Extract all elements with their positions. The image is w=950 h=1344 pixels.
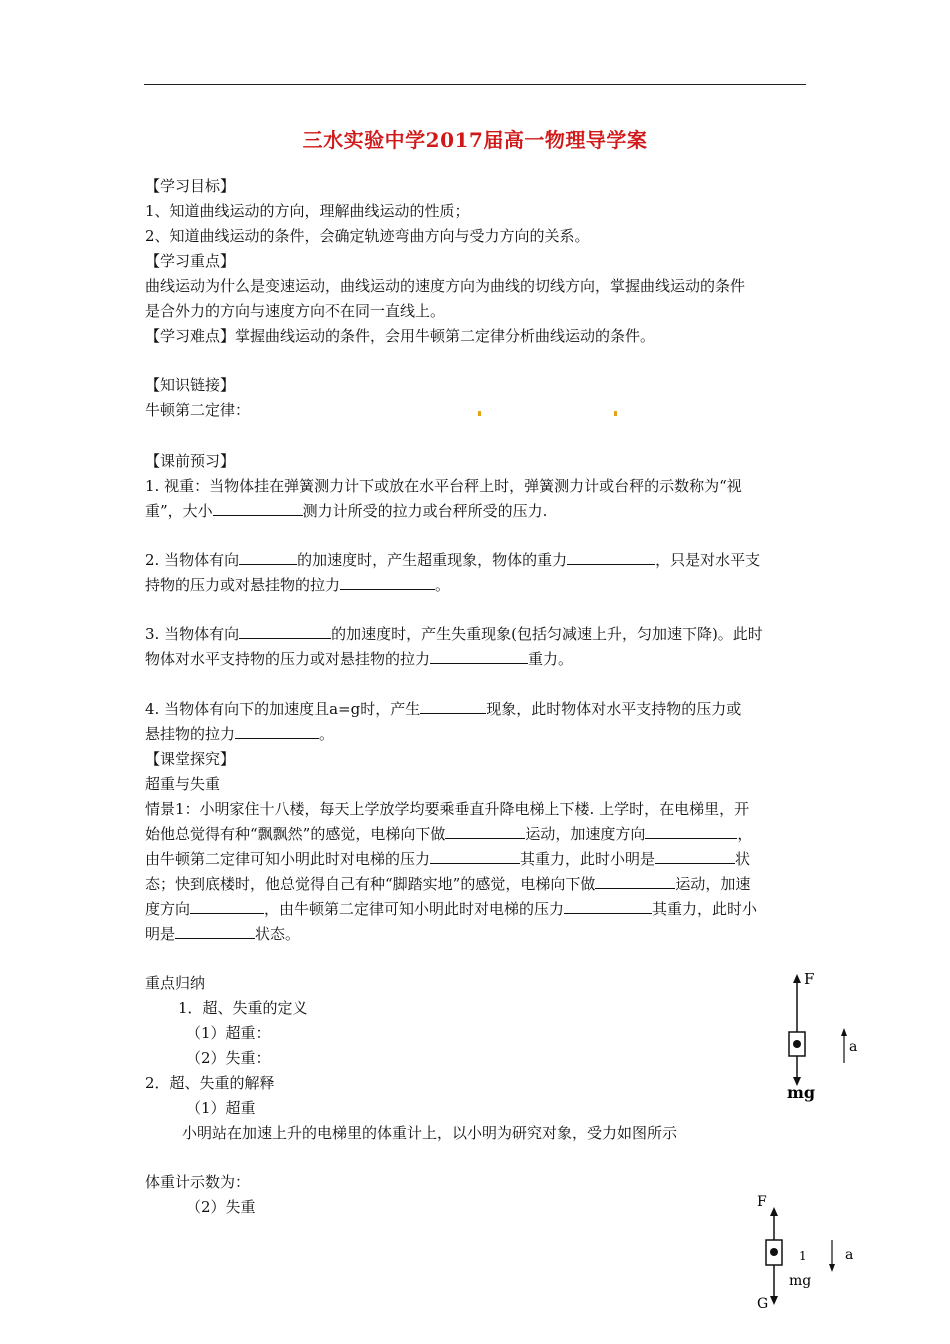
- highlight-mark: [478, 411, 481, 416]
- fill-blank[interactable]: [420, 699, 486, 714]
- label-1: 1: [799, 1249, 807, 1263]
- center-of-mass-dot: [793, 1040, 801, 1048]
- fill-blank[interactable]: [175, 924, 255, 939]
- newton-law-line: 牛顿第二定律：: [145, 401, 251, 419]
- gravity-label-G: G: [757, 1296, 769, 1312]
- weight-label-mg: mg: [787, 1083, 816, 1102]
- definition-overweight: （1）超重：: [186, 1024, 271, 1042]
- preview-q1-line-1: 1. 视重：当物体挂在弹簧测力计下或放在水平台秤上时，弹簧测力计或台秤的示数称为“视: [145, 477, 742, 495]
- preview-q3-line-1: 3. 当物体有向 的加速度时，产生失重现象(包括匀减速上升，匀加速下降)。此时: [145, 625, 763, 643]
- fill-blank[interactable]: [430, 649, 528, 664]
- preview-q2-line-1: 2. 当物体有向 的加速度时，产生超重现象，物体的重力 ，只是对水平支: [145, 551, 761, 569]
- arrow-up-icon: [841, 1028, 847, 1036]
- goal-item-2: 2、知道曲线运动的条件，会确定轨迹弯曲方向与受力方向的关系。: [145, 227, 590, 245]
- fill-blank[interactable]: [430, 849, 520, 864]
- arrow-down-icon: [829, 1264, 835, 1272]
- goal-item-1: 1、知道曲线运动的方向，理解曲线运动的性质；: [145, 202, 470, 220]
- preview-q4-line-2: 悬挂物的拉力 。: [145, 725, 335, 743]
- goals-heading: 【学习目标】: [145, 177, 236, 195]
- fill-blank[interactable]: [595, 874, 675, 889]
- header-rule: [144, 84, 806, 85]
- explanation-weightless: （2）失重: [186, 1198, 256, 1216]
- highlight-mark: [614, 411, 617, 416]
- acceleration-label-a: a: [849, 1039, 858, 1055]
- force-label-F: F: [804, 970, 815, 988]
- fill-blank[interactable]: [213, 501, 303, 516]
- scenario-line-4: 态；快到底楼时，他总觉得自己有种“脚踏实地”的感觉，电梯向下做 运动，加速: [145, 875, 751, 893]
- scenario-line-2: 始他总觉得有种“飘飘然”的感觉，电梯向下做 运动，加速度方向 ，: [145, 825, 753, 843]
- fill-blank[interactable]: [239, 550, 297, 565]
- arrow-up-icon: [793, 974, 801, 983]
- summary-heading: 重点归纳: [145, 974, 206, 992]
- scenario-line-6: 明是 状态。: [145, 925, 301, 943]
- fill-blank[interactable]: [564, 899, 652, 914]
- force-diagram-weightless: [750, 1190, 860, 1320]
- fill-blank[interactable]: [190, 899, 264, 914]
- explanation-overweight: （1）超重: [186, 1099, 256, 1117]
- preview-q3-line-2: 物体对水平支持物的压力或对悬挂物的拉力 重力。: [145, 650, 574, 668]
- fill-blank[interactable]: [340, 575, 435, 590]
- fill-blank[interactable]: [645, 824, 737, 839]
- key-points-line-1: 曲线运动为什么是变速运动，曲线运动的速度方向为曲线的切线方向，掌握曲线运动的条件: [145, 277, 746, 295]
- fill-blank[interactable]: [235, 724, 319, 739]
- knowledge-heading: 【知识链接】: [145, 376, 236, 394]
- scenario-line-1: 情景1：小明家住十八楼，每天上学放学均要乘垂直升降电梯上下楼. 上学时，在电梯里，开: [145, 800, 750, 818]
- definition-weightless: （2）失重：: [186, 1049, 271, 1067]
- explanation-overweight-text: 小明站在加速上升的电梯里的体重计上，以小明为研究对象，受力如图所示: [182, 1124, 678, 1142]
- scale-reading-line: 体重计示数为：: [145, 1173, 251, 1191]
- document-title: 三水实验中学2017届高一物理导学案: [302, 128, 648, 152]
- preview-heading: 【课前预习】: [145, 452, 236, 470]
- preview-q4-line-1: 4. 当物体有向下的加速度且a=g时，产生 现象，此时物体对水平支持物的压力或: [145, 700, 742, 718]
- fill-blank[interactable]: [655, 849, 735, 864]
- arrow-down-icon: [770, 1296, 778, 1305]
- scenario-line-3: 由牛顿第二定律可知小明此时对电梯的压力 其重力，此时小明是 状: [145, 850, 751, 868]
- key-points-heading: 【学习重点】: [145, 252, 236, 270]
- key-points-line-2: 是合外力的方向与速度方向不在同一直线上。: [145, 302, 446, 320]
- fill-blank[interactable]: [445, 824, 525, 839]
- difficulty-line: 【学习难点】掌握曲线运动的条件，会用牛顿第二定律分析曲线运动的条件。: [145, 327, 656, 345]
- explanation-title: 2．超、失重的解释: [145, 1074, 275, 1092]
- fill-blank[interactable]: [567, 550, 655, 565]
- preview-q1-line-2: 重”，大小 测力计所受的拉力或台秤所受的压力.: [145, 502, 548, 520]
- acceleration-label-a: a: [845, 1247, 854, 1263]
- weight-label-mg: mg: [789, 1273, 812, 1289]
- arrow-up-icon: [770, 1207, 778, 1216]
- explore-heading: 【课堂探究】: [145, 750, 236, 768]
- preview-q2-line-2: 持物的压力或对悬挂物的拉力 。: [145, 576, 451, 594]
- fill-blank[interactable]: [239, 624, 331, 639]
- scenario-line-5: 度方向 ，由牛顿第二定律可知小明此时对电梯的压力 其重力，此时小: [145, 900, 758, 918]
- explore-subheading: 超重与失重: [145, 775, 221, 793]
- center-of-mass-dot: [770, 1248, 778, 1256]
- force-diagram-overweight: [770, 965, 870, 1110]
- definition-title: 1．超、失重的定义: [178, 999, 308, 1017]
- force-label-F: F: [757, 1194, 767, 1210]
